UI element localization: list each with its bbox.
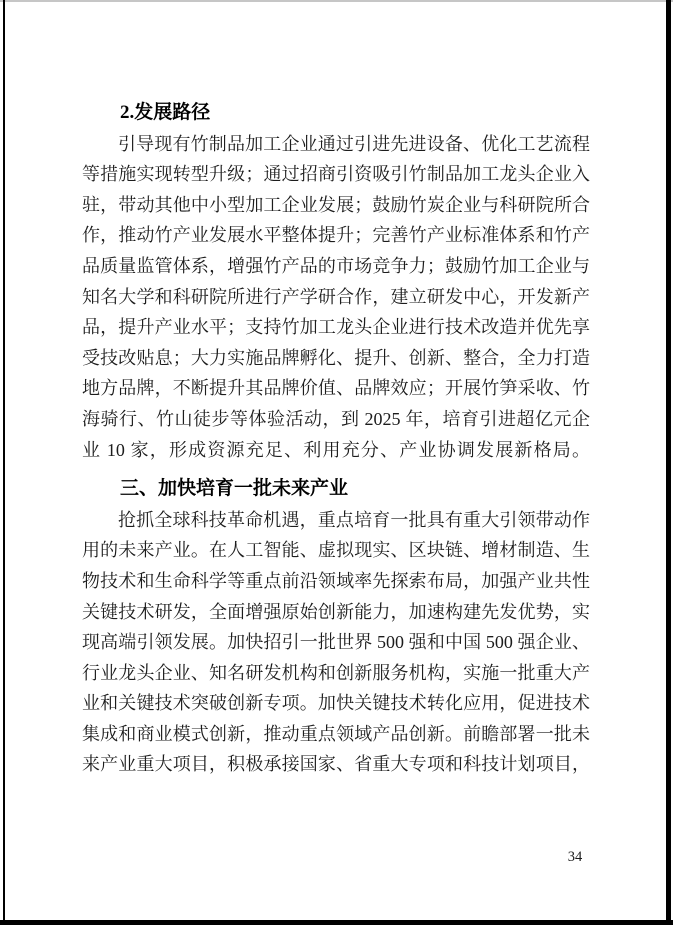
text-line: 物技术和生命科学等重点前沿领域率先探索布局，加强产业共性 <box>82 570 590 591</box>
section-heading: 三、加快培育一批未来产业 <box>120 478 349 500</box>
text-line: 海骑行、竹山徒步等体验活动，到 2025 年，培育引进超亿元企 <box>82 408 590 429</box>
paragraph <box>82 129 590 466</box>
text-line: 品，提升产业水平；支持竹加工龙头企业进行技术改造并优先享 <box>82 317 590 338</box>
text-line: 用的未来产业。在人工智能、虚拟现实、区块链、增材制造、生 <box>82 540 590 561</box>
text-line: 受技改贴息；大力实施品牌孵化、提升、创新、整合，全力打造 <box>82 347 590 368</box>
text-line: 等措施实现转型升级；通过招商引资吸引竹制品加工龙头企业入 <box>82 164 590 185</box>
section-heading: 2.发展路径 <box>120 102 211 123</box>
page-border-bottom <box>0 920 673 925</box>
text-line: 作，推动竹产业发展水平整体提升；完善竹产业标准体系和竹产 <box>82 225 590 246</box>
text-line: 来产业重大项目，积极承接国家、省重大专项和科技计划项目， <box>82 754 590 775</box>
text-line: 驻，带动其他中小型加工企业发展；鼓励竹炭企业与科研院所合 <box>82 194 590 215</box>
text-line: 抢抓全球科技革命机遇，重点培育一批具有重大引领带动作 <box>118 509 590 530</box>
text-line: 知名大学和科研院所进行产学研合作，建立研发中心，开发新产 <box>82 286 590 307</box>
text-line: 引导现有竹制品加工企业通过引进先进设备、优化工艺流程 <box>118 133 590 154</box>
text-line: 关键技术研发，全面增强原始创新能力，加速构建先发优势，实 <box>82 601 590 622</box>
text-line: 业 10 家，形成资源充足、利用充分、产业协调发展新格局。 <box>82 439 590 460</box>
page-border-right <box>666 0 671 925</box>
document-content <box>82 98 590 780</box>
page-number: 34 <box>567 849 583 865</box>
page-border-top <box>0 0 673 2</box>
text-line: 现高端引领发展。加快招引一批世界 500 强和中国 500 强企业、 <box>82 632 590 653</box>
page-border-left <box>3 0 5 925</box>
text-line: 品质量监管体系，增强竹产品的市场竞争力；鼓励竹加工企业与 <box>82 255 590 276</box>
paragraph <box>82 505 590 780</box>
text-line: 行业龙头企业、知名研发机构和创新服务机构，实施一批重大产 <box>82 662 590 683</box>
text-line: 业和关键技术突破创新专项。加快关键技术转化应用，促进技术 <box>82 693 590 714</box>
text-line: 地方品牌，不断提升其品牌价值、品牌效应；开展竹笋采收、竹 <box>82 378 590 399</box>
text-line: 集成和商业模式创新，推动重点领域产品创新。前瞻部署一批未 <box>82 723 590 744</box>
